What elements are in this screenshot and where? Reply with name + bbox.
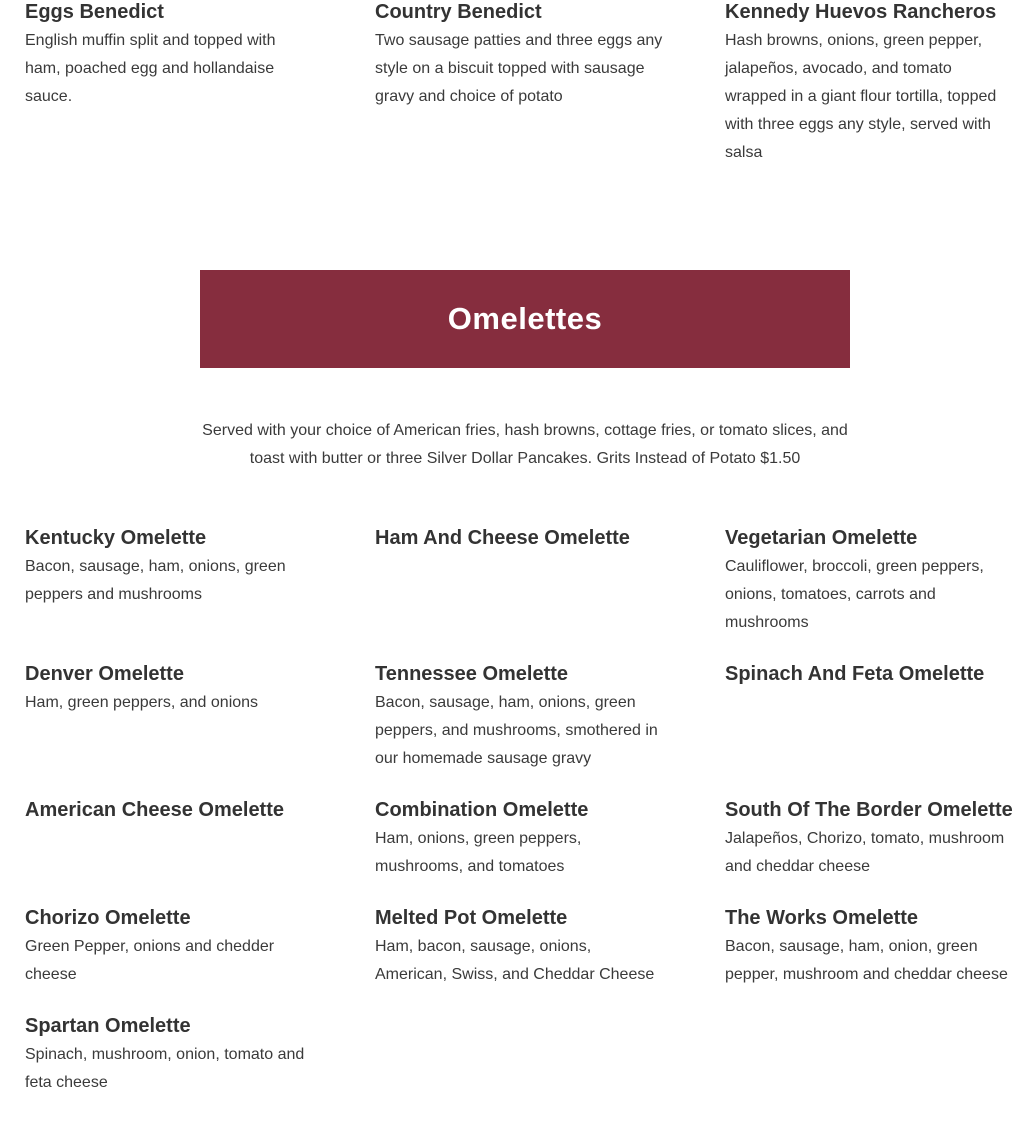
menu-item-description: Green Pepper, onions and chedder cheese xyxy=(25,938,275,983)
section-note: Served with your choice of American fries, hash browns, cottage fries, or tomato slices, and toast with butter or three Silver Dollar Pancakes. Grits Instead of Potato $1.50 xyxy=(202,422,848,467)
menu-item xyxy=(725,526,1015,662)
menu-item-description: Ham, bacon, sausage, onions, American, Swiss, and Cheddar Cheese xyxy=(375,938,655,983)
menu-item xyxy=(725,906,1015,1014)
menu-item xyxy=(375,662,665,798)
menu-item xyxy=(725,798,1015,906)
menu-item-title: South Of The Border Omelette xyxy=(725,799,1013,821)
menu-item-description: Bacon, sausage, ham, onion, green pepper, mushroom and cheddar cheese xyxy=(725,938,1008,983)
menu-item-description: English muffin split and topped with ham, poached egg and hollandaise sauce. xyxy=(25,32,276,105)
menu-item-title: Vegetarian Omelette xyxy=(725,527,918,549)
menu-item-description: Two sausage patties and three eggs any style on a biscuit topped with sausage gravy and choice of potato xyxy=(375,32,663,105)
menu-item-title: Kentucky Omelette xyxy=(25,527,207,549)
section-title: Omelettes xyxy=(447,301,603,336)
menu-item xyxy=(25,526,315,662)
menu-item xyxy=(725,0,1015,167)
menu-item-title: Ham And Cheese Omelette xyxy=(375,527,630,549)
menu-item-description: Jalapeños, Chorizo, tomato, mushroom and cheddar cheese xyxy=(725,830,1005,875)
menu-item xyxy=(375,526,665,662)
menu-item-description: Bacon, sausage, ham, onions, green peppers and mushrooms xyxy=(25,558,286,603)
menu-item-description: Hash browns, onions, green pepper, jalapeños, avocado, and tomato wrapped in a giant flour tortilla, topped with three eggs any style, served with salsa xyxy=(725,32,997,161)
menu-item xyxy=(725,662,1015,798)
menu-item-title: Combination Omelette xyxy=(375,799,589,821)
menu-item-title: Tennessee Omelette xyxy=(375,663,569,685)
menu-item-title: The Works Omelette xyxy=(725,907,919,929)
menu-item-title: Spinach And Feta Omelette xyxy=(725,663,985,685)
menu-item-title: Chorizo Omelette xyxy=(25,907,191,929)
menu-item-description: Ham, green peppers, and onions xyxy=(25,694,259,711)
menu-item xyxy=(25,662,315,798)
menu-item xyxy=(375,0,665,167)
benedict-menu-grid xyxy=(25,0,1015,167)
menu-item xyxy=(25,798,315,906)
menu-item-title: Country Benedict xyxy=(375,1,542,23)
menu-item-description: Bacon, sausage, ham, onions, green peppers, and mushrooms, smothered in our homemade sausage gravy xyxy=(375,694,658,767)
omelettes-section-banner xyxy=(200,270,850,368)
omelettes-menu-grid xyxy=(25,526,1015,1122)
menu-item-title: Eggs Benedict xyxy=(25,1,164,23)
menu-item-title: Melted Pot Omelette xyxy=(375,907,568,929)
menu-item-description: Ham, onions, green peppers, mushrooms, and tomatoes xyxy=(375,830,582,875)
menu-item xyxy=(375,798,665,906)
menu-item xyxy=(25,906,315,1014)
menu-item-description: Spinach, mushroom, onion, tomato and feta cheese xyxy=(25,1046,305,1091)
menu-item-title: American Cheese Omelette xyxy=(25,799,285,821)
menu-item-description: Cauliflower, broccoli, green peppers, onions, tomatoes, carrots and mushrooms xyxy=(725,558,984,631)
menu-item xyxy=(375,906,665,1014)
menu-item-title: Denver Omelette xyxy=(25,663,184,685)
menu-item-title: Spartan Omelette xyxy=(25,1015,191,1037)
menu-item xyxy=(25,1014,315,1122)
menu-item-title: Kennedy Huevos Rancheros xyxy=(725,1,997,23)
menu-item xyxy=(25,0,315,167)
